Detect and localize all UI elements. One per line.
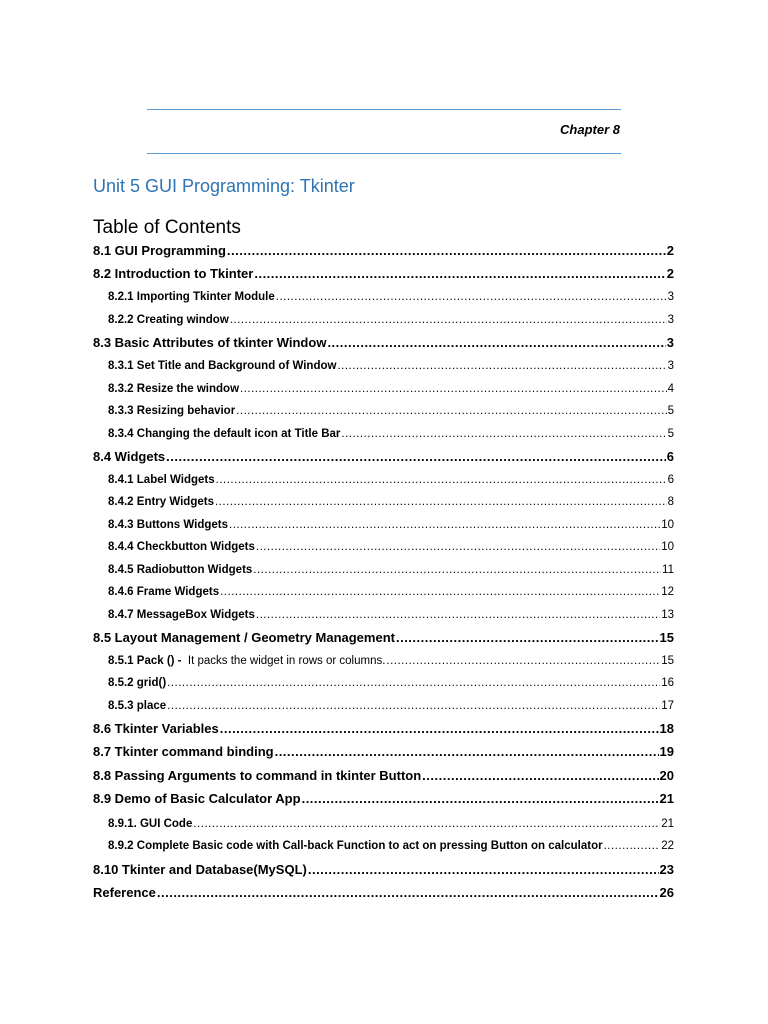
toc-page-number: 3: [667, 291, 674, 303]
toc-entry-title: 8.3.2 Resize the window: [108, 383, 240, 395]
toc-page-number: 2: [666, 266, 674, 281]
toc-entry[interactable]: [93, 629, 674, 647]
toc-entry-title: 8.3.3 Resizing behavior: [108, 405, 236, 417]
toc-entry-title: 8.2.1 Importing Tkinter Module: [108, 291, 275, 303]
toc-entry[interactable]: [108, 380, 674, 398]
toc-entry-title: 8.3.4 Changing the default icon at Title Bar: [108, 428, 341, 440]
toc-entry-title: 8.4.4 Checkbutton Widgets: [108, 541, 255, 553]
toc-page-number: 20: [659, 768, 674, 783]
toc-entry-title: 8.7 Tkinter command binding: [93, 744, 274, 759]
toc-page-number: 26: [659, 885, 674, 900]
toc-entry[interactable]: [108, 815, 674, 833]
toc-entry[interactable]: [108, 561, 674, 579]
toc-entry[interactable]: [108, 425, 674, 443]
unit-title: Unit 5 GUI Programming: Tkinter: [93, 176, 355, 196]
toc-entry[interactable]: [108, 311, 674, 329]
toc-entry-title: 8.8 Passing Arguments to command in tkinter Button: [93, 768, 422, 783]
toc-dot-leader: [386, 652, 660, 670]
chapter-label: Chapter 8: [560, 122, 620, 137]
toc-entry-title: 8.5.3 place: [108, 700, 167, 712]
toc-dot-leader: [229, 516, 660, 534]
toc-dot-leader: [604, 837, 661, 855]
toc-dot-leader: [337, 357, 666, 375]
toc-entry[interactable]: [93, 448, 674, 466]
toc-entry-title: 8.1 GUI Programming: [93, 243, 226, 258]
toc-dot-leader: [422, 767, 658, 785]
toc-page-number: 16: [661, 677, 674, 689]
toc-heading: Table of Contents: [93, 217, 241, 238]
toc-dot-leader: [256, 606, 660, 624]
toc-dot-leader: [275, 743, 659, 761]
toc-dot-leader: [302, 790, 659, 808]
toc-page-number: 21: [661, 818, 674, 830]
toc-entry-title: 8.5.1 Pack () -: [108, 655, 182, 667]
toc-dot-leader: [253, 561, 661, 579]
toc-page-number: 6: [667, 474, 674, 486]
toc-entry-title: 8.4.6 Frame Widgets: [108, 586, 220, 598]
toc-page-number: 3: [666, 335, 674, 350]
toc-page-number: 5: [667, 405, 674, 417]
toc-dot-leader: [166, 448, 666, 466]
toc-dot-leader: [341, 425, 666, 443]
toc-entry[interactable]: [108, 402, 674, 420]
toc-entry[interactable]: [108, 652, 674, 670]
toc-dot-leader: [216, 471, 667, 489]
toc-entry-description: It packs the widget in rows or columns.: [181, 655, 386, 667]
toc-dot-leader: [193, 815, 660, 833]
toc-entry-title: 8.4.3 Buttons Widgets: [108, 519, 229, 531]
toc-entry[interactable]: [93, 720, 674, 738]
toc-entry-title: Reference: [93, 885, 156, 900]
toc-dot-leader: [396, 629, 659, 647]
toc-page-number: 3: [667, 360, 674, 372]
toc-page-number: 2: [666, 243, 674, 258]
toc-dot-leader: [256, 538, 660, 556]
toc-page-number: 23: [659, 862, 674, 877]
toc-page-number: 4: [667, 383, 674, 395]
toc-entry[interactable]: [108, 288, 674, 306]
toc-page-number: 11: [662, 564, 674, 576]
toc-entry-title: 8.9.2 Complete Basic code with Call-back Function to act on pressing Button on calculator: [108, 840, 603, 852]
toc-page-number: 21: [659, 791, 674, 806]
toc-entry-title: 8.2 Introduction to Tkinter: [93, 266, 254, 281]
toc-dot-leader: [276, 288, 667, 306]
toc-dot-leader: [167, 697, 660, 715]
toc-dot-leader: [254, 265, 665, 283]
toc-dot-leader: [230, 311, 667, 329]
toc-dot-leader: [327, 334, 665, 352]
toc-dot-leader: [167, 674, 660, 692]
toc-entry-title: 8.3.1 Set Title and Background of Window: [108, 360, 337, 372]
toc-entry[interactable]: [93, 242, 674, 260]
toc-entry[interactable]: [108, 471, 674, 489]
toc-entry-title: 8.2.2 Creating window: [108, 314, 229, 326]
toc-page-number: 18: [659, 721, 674, 736]
toc-page-number: 15: [659, 630, 674, 645]
toc-dot-leader: [157, 884, 659, 902]
toc-entry[interactable]: [108, 697, 674, 715]
toc-dot-leader: [240, 380, 667, 398]
toc-entry-title: 8.3 Basic Attributes of tkinter Window: [93, 335, 327, 350]
toc-entry[interactable]: [108, 583, 674, 601]
toc-entry[interactable]: [93, 265, 674, 283]
toc-dot-leader: [227, 242, 666, 260]
toc-page-number: 10: [661, 541, 674, 553]
toc-entry-title: 8.4.7 MessageBox Widgets: [108, 609, 255, 621]
toc-entry[interactable]: [108, 606, 674, 624]
toc-entry[interactable]: [108, 538, 674, 556]
toc-entry-title: 8.4 Widgets: [93, 449, 166, 464]
toc-page-number: 5: [667, 428, 674, 440]
toc-entry[interactable]: [93, 743, 674, 761]
toc-dot-leader: [236, 402, 666, 420]
toc-page-number: 17: [661, 700, 674, 712]
toc-entry-title: 8.9.1. GUI Code: [108, 818, 193, 830]
toc-entry[interactable]: [93, 884, 674, 902]
toc-entry[interactable]: [93, 790, 674, 808]
toc-entry[interactable]: [93, 861, 674, 879]
toc-page-number: 6: [666, 449, 674, 464]
toc-entry-title: 8.9 Demo of Basic Calculator App: [93, 791, 301, 806]
toc-entry-title: 8.4.2 Entry Widgets: [108, 496, 214, 508]
toc-page-number: 19: [659, 744, 674, 759]
toc-entry[interactable]: [108, 516, 674, 534]
toc-entry-title: 8.5.2 grid(): [108, 677, 167, 689]
toc-entry-title: 8.4.5 Radiobutton Widgets: [108, 564, 253, 576]
toc-entry[interactable]: [108, 357, 674, 375]
toc-page-number: 3: [667, 314, 674, 326]
toc-entry[interactable]: [93, 767, 674, 785]
toc-page-number: 10: [661, 519, 674, 531]
toc-entry[interactable]: [93, 334, 674, 352]
toc-page-number: 12: [661, 586, 674, 598]
toc-dot-leader: [220, 720, 659, 738]
toc-page-number: 22: [661, 840, 674, 852]
toc-entry[interactable]: [108, 837, 674, 855]
toc-dot-leader: [215, 493, 667, 511]
toc-dot-leader: [220, 583, 660, 601]
toc-entry-title: 8.4.1 Label Widgets: [108, 474, 215, 486]
toc-dot-leader: [308, 861, 659, 879]
toc-entry-title: 8.10 Tkinter and Database(MySQL): [93, 862, 307, 877]
toc-entry-title: 8.5 Layout Management / Geometry Management: [93, 630, 395, 645]
toc-page-number: 8: [667, 496, 674, 508]
toc-page-number: 15: [661, 655, 674, 667]
toc-entry[interactable]: [108, 674, 674, 692]
toc-page-number: 13: [661, 609, 674, 621]
toc-entry-title: 8.6 Tkinter Variables: [93, 721, 219, 736]
toc-entry[interactable]: [108, 493, 674, 511]
